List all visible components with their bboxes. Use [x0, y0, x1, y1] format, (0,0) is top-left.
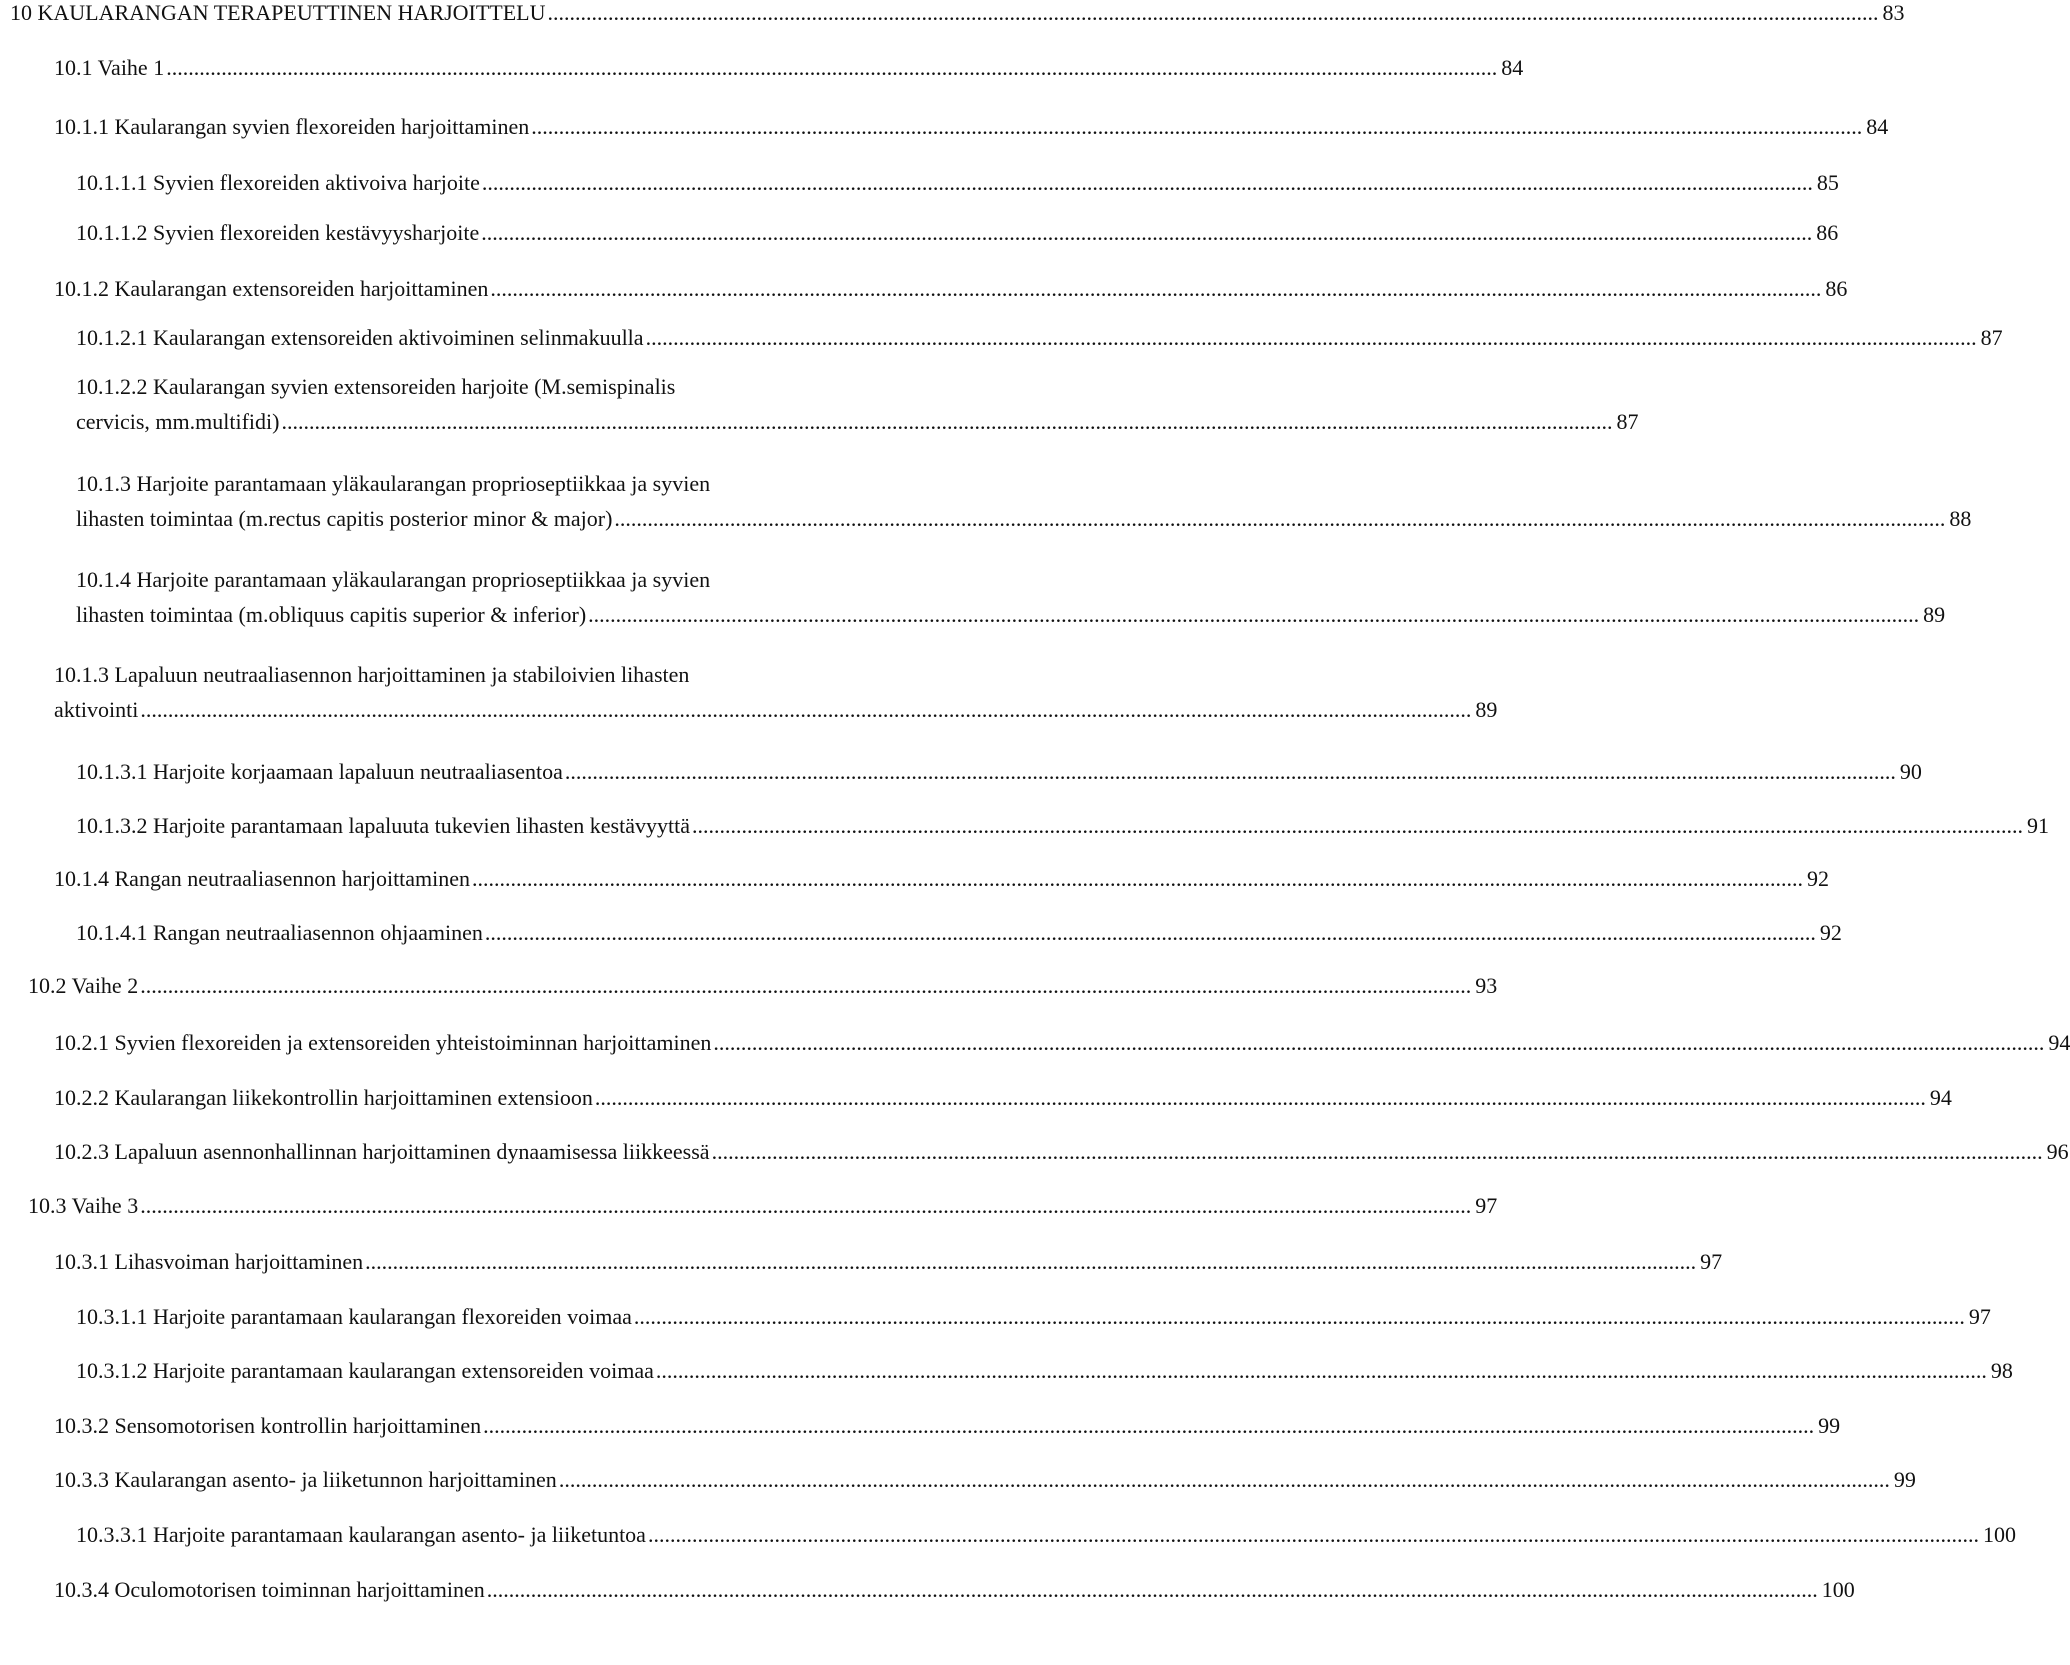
- toc-page-number: 99: [1818, 1413, 1841, 1438]
- toc-page-number: 87: [1980, 325, 2003, 350]
- dot-leader: [531, 113, 1862, 141]
- dot-leader: [548, 0, 1879, 27]
- toc-page-number: 86: [1825, 276, 1848, 301]
- toc-page-number: 89: [1923, 602, 1946, 627]
- toc-entry-title: 10.1.2.1 Kaularangan extensoreiden aktivoiminen selinmakuulla: [76, 325, 644, 350]
- toc-page-number: 97: [1968, 1304, 1991, 1329]
- toc-entry-title-line[interactable]: 10.1.3 Lapaluun neutraaliasennon harjoittaminen ja stabiloivien lihasten: [54, 662, 690, 687]
- toc-entry-title: 10.3.2 Sensomotorisen kontrollin harjoittaminen: [54, 1413, 482, 1438]
- toc-page-number: 93: [1475, 973, 1498, 998]
- toc-entry-title: 10.2.2 Kaularangan liikekontrollin harjoittaminen extensioon: [54, 1085, 593, 1110]
- toc-page-number: 90: [1899, 759, 1922, 784]
- toc-entry-title-line[interactable]: 10.1.4 Harjoite parantamaan yläkaularangan proprioseptiikkaa ja syvien: [76, 567, 711, 592]
- toc-entry-title: 10.1 Vaihe 1: [54, 55, 165, 80]
- toc-page-number: 87: [1616, 409, 1639, 434]
- toc-page-number: 84: [1501, 55, 1524, 80]
- dot-leader: [713, 1029, 2044, 1057]
- toc-page-number: 91: [2026, 813, 2049, 838]
- dot-leader: [166, 54, 1497, 82]
- toc-entry-title: 10.1.1.2 Syvien flexoreiden kestävyysharjoite: [76, 220, 480, 245]
- dot-leader: [140, 1192, 1471, 1220]
- toc-entry[interactable]: [76, 324, 2003, 352]
- toc-entry-title: 10.3 Vaihe 3: [28, 1193, 139, 1218]
- toc-entry-title: 10.3.4 Oculomotorisen toiminnan harjoittaminen: [54, 1577, 485, 1602]
- toc-entry[interactable]: [76, 919, 1842, 947]
- dot-leader: [482, 169, 1813, 197]
- toc-entry-title: 10.1.1.1 Syvien flexoreiden aktivoiva harjoite: [76, 170, 480, 195]
- toc-entry[interactable]: [76, 1303, 1991, 1331]
- toc-entry[interactable]: [76, 601, 1946, 629]
- dot-leader: [595, 1084, 1926, 1112]
- toc-entry[interactable]: [54, 1466, 1916, 1494]
- dot-leader: [588, 601, 1919, 629]
- dot-leader: [692, 812, 2023, 840]
- dot-leader: [472, 865, 1803, 893]
- toc-page-number: 98: [1990, 1358, 2013, 1383]
- dot-leader: [281, 408, 1612, 436]
- toc-entry[interactable]: [28, 1192, 1498, 1220]
- toc-entry-title: 10.1.1 Kaularangan syvien flexoreiden harjoittaminen: [54, 114, 530, 139]
- dot-leader: [487, 1576, 1818, 1604]
- toc-entry[interactable]: [76, 219, 1839, 247]
- toc-page-number: 97: [1700, 1249, 1723, 1274]
- toc-entry[interactable]: [28, 972, 1498, 1000]
- dot-leader: [365, 1248, 1696, 1276]
- toc-page-number: 88: [1949, 506, 1972, 531]
- toc-entry-title: 10.1.4.1 Rangan neutraaliasennon ohjaaminen: [76, 920, 483, 945]
- toc-page-number: 96: [2046, 1139, 2069, 1164]
- toc-page-number: 99: [1893, 1467, 1916, 1492]
- toc-entry-title: 10.2.1 Syvien flexoreiden ja extensoreiden yhteistoiminnan harjoittaminen: [54, 1030, 712, 1055]
- toc-entry-title: lihasten toimintaa (m.obliquus capitis superior & inferior): [76, 602, 587, 627]
- dot-leader: [656, 1357, 1987, 1385]
- dot-leader: [559, 1466, 1890, 1494]
- toc-entry-title: aktivointi: [54, 697, 139, 722]
- toc-entry[interactable]: [76, 758, 1922, 786]
- toc-entry[interactable]: [76, 505, 1972, 533]
- toc-page-number: 85: [1816, 170, 1839, 195]
- dot-leader: [483, 1412, 1814, 1440]
- toc-page-number: 84: [1866, 114, 1889, 139]
- dot-leader: [481, 219, 1812, 247]
- dot-leader: [634, 1303, 1965, 1331]
- dot-leader: [712, 1138, 2043, 1166]
- toc-entry-title: 10.3.1.2 Harjoite parantamaan kaularangan extensoreiden voimaa: [76, 1358, 654, 1383]
- toc-page-number: 86: [1816, 220, 1839, 245]
- toc-entry[interactable]: [54, 275, 1848, 303]
- toc-entry-title: 10.3.1.1 Harjoite parantamaan kaularangan flexoreiden voimaa: [76, 1304, 632, 1329]
- toc-entry[interactable]: [54, 1138, 2069, 1166]
- toc-entry[interactable]: [76, 169, 1839, 197]
- toc-entry-title: 10.3.1 Lihasvoiman harjoittaminen: [54, 1249, 364, 1274]
- toc-entry-title: 10.1.4 Rangan neutraaliasennon harjoittaminen: [54, 866, 471, 891]
- toc-entry-title: 10.2.3 Lapaluun asennonhallinnan harjoittaminen dynaamisessa liikkeessä: [54, 1139, 710, 1164]
- dot-leader: [140, 972, 1471, 1000]
- toc-entry-title: lihasten toimintaa (m.rectus capitis posterior minor & major): [76, 506, 613, 531]
- toc-entry-title: cervicis, mm.multifidi): [76, 409, 280, 434]
- toc-entry-title: 10.3.3 Kaularangan asento- ja liiketunnon harjoittaminen: [54, 1467, 557, 1492]
- toc-entry-title: 10.1.3.1 Harjoite korjaamaan lapaluun neutraaliasentoa: [76, 759, 563, 784]
- dot-leader: [614, 505, 1945, 533]
- toc-entry[interactable]: [54, 696, 1498, 724]
- toc-page-number: 94: [2048, 1030, 2070, 1055]
- toc-entry[interactable]: [54, 113, 1889, 141]
- toc-page-number: 94: [1929, 1085, 1952, 1110]
- toc-entry-title: 10.1.2 Kaularangan extensoreiden harjoittaminen: [54, 276, 489, 301]
- toc-entry[interactable]: [54, 1248, 1723, 1276]
- toc-entry[interactable]: [10, 0, 1905, 27]
- dot-leader: [485, 919, 1816, 947]
- toc-entry-title-line[interactable]: 10.1.3 Harjoite parantamaan yläkaularangan proprioseptiikkaa ja syvien: [76, 471, 711, 496]
- toc-entry[interactable]: [54, 865, 1830, 893]
- toc-entry-title: 10 KAULARANGAN TERAPEUTTINEN HARJOITTELU: [10, 0, 546, 25]
- toc-page-number: 83: [1882, 0, 1905, 25]
- toc-entry[interactable]: [76, 408, 1639, 436]
- toc-page-number: 100: [1821, 1577, 1855, 1602]
- toc-entry-title: 10.2 Vaihe 2: [28, 973, 139, 998]
- toc-entry[interactable]: [76, 812, 2049, 840]
- dot-leader: [140, 696, 1471, 724]
- dot-leader: [646, 324, 1977, 352]
- toc-entry[interactable]: [54, 1029, 2070, 1057]
- toc-entry[interactable]: [54, 1412, 1841, 1440]
- toc-page-number: 92: [1807, 866, 1830, 891]
- toc-entry[interactable]: [76, 1357, 2013, 1385]
- toc-entry[interactable]: [54, 54, 1524, 82]
- toc-entry-title: 10.3.3.1 Harjoite parantamaan kaularangan asento- ja liiketuntoa: [76, 1522, 646, 1547]
- dot-leader: [648, 1521, 1979, 1549]
- toc-entry[interactable]: [54, 1084, 1952, 1112]
- toc-page-number: 89: [1475, 697, 1498, 722]
- toc-page-number: 92: [1819, 920, 1842, 945]
- dot-leader: [490, 275, 1821, 303]
- dot-leader: [565, 758, 1896, 786]
- toc-page-number: 97: [1475, 1193, 1498, 1218]
- toc-entry[interactable]: [54, 1576, 1855, 1604]
- toc-entry-title-line[interactable]: 10.1.2.2 Kaularangan syvien extensoreiden harjoite (M.semispinalis: [76, 374, 676, 399]
- toc-page-number: 100: [1982, 1522, 2016, 1547]
- toc-entry[interactable]: [76, 1521, 2016, 1549]
- toc-entry-title: 10.1.3.2 Harjoite parantamaan lapaluuta tukevien lihasten kestävyyttä: [76, 813, 690, 838]
